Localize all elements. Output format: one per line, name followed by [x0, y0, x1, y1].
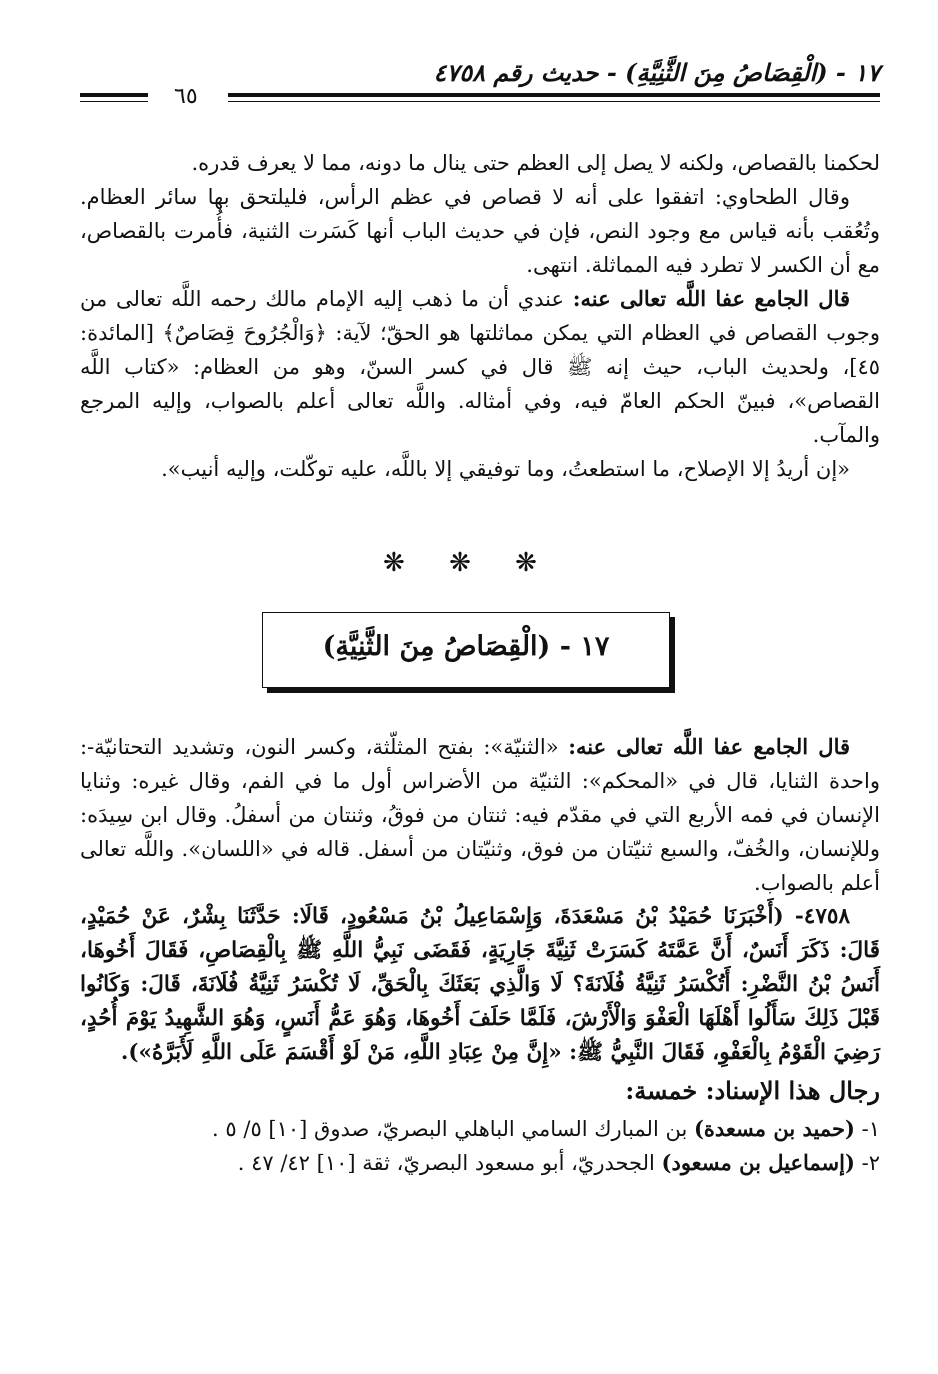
section-title: ١٧ - (الْقِصَاصُ مِنَ الثَّنِيَّةِ) — [322, 631, 610, 662]
narrator-name: (حميد بن مسعدة) — [693, 1116, 855, 1141]
section-separator: ❋ ❋ ❋ — [383, 548, 555, 578]
top-text-block — [80, 146, 880, 486]
header-rule-thick — [228, 93, 880, 97]
paragraph-text: «الثنيّة»: بفتح المثلّثة، وكسر النون، وتشديد التحتانيّة-: واحدة الثنايا، قال في «المحكم»: الثنيّة من الأضراس أول ما في الفم، وقال غيره: وثنايا الإنسان في فمه الأربع التي في مقدّم فيه: ثنتان من فوقُ، وثنتان من أسفلُ. وقال ابن سِيدَه: وللإنسان، والخُفّ، والسبع ثنيّتان من فوق، وثنيّتان من أسفل. قاله في «اللسان». واللَّه تعالى أعلم بالصواب. — [80, 735, 880, 895]
narrator-name: (إسماعيل بن مسعود) — [661, 1150, 855, 1175]
page-number: ٦٥ — [174, 84, 198, 109]
header-rule-left-thin — [80, 101, 148, 102]
narrator-item — [80, 1146, 880, 1180]
paragraph — [80, 282, 880, 452]
paragraph: وقال الطحاوي: اتفقوا على أنه لا قصاص في عظم الرأس، فليلتحق بها سائر العظام. وتُعُقب بأنه قياس مع وجود النص، فإن في حديث الباب أنها كَسَرت الثنية، فأُمرت بالقصاص، مع أن الكسر لا تطرد فيه المماثلة. انتهى. — [80, 185, 880, 277]
body-text-block — [80, 730, 880, 1180]
header-rule-left-thick — [80, 93, 148, 97]
running-header — [80, 58, 880, 88]
section-heading-box — [262, 612, 670, 688]
header-title: ١٧ - (الْقِصَاصُ مِنَ الثَّنِيَّةِ) - حديث رقم ٤٧٥٨ — [433, 58, 880, 87]
closing-quote: «إن أريدُ إلا الإصلاح، ما استطعتُ، وما توفيقي إلا باللَّه، عليه توكّلت، وإليه أنيب». — [161, 457, 850, 481]
narrator-item — [80, 1112, 880, 1146]
hadith-text: ٤٧٥٨- (أَخْبَرَنَا حُمَيْدُ بْنُ مَسْعَدَةَ، وَإِسْمَاعِيلُ بْنُ مَسْعُودٍ، قَالَا: حَدَّثَنَا بِشْرٌ، عَنْ حُمَيْدٍ، قَالَ: ذَكَرَ أَنَسٌ، أَنَّ عَمَّتَهُ كَسَرَتْ ثَنِيَّةَ جَارِيَةٍ، فَقَضَى نَبِيُّ اللَّهِ ﷺ بِالْقِصَاصِ، فَقَالَ أَخُوهَا، أَنَسُ بْنُ النَّضْرِ: أَتُكْسَرُ ثَنِيَّةُ فُلَانَةَ؟ لَا وَالَّذِي بَعَثَكَ بِالْحَقِّ، لَا تُكْسَرُ ثَنِيَّةُ فُلَانَةَ، قَالَ: وَكَانُوا قَبْلَ ذَلِكَ سَأَلُوا أَهْلَهَا الْعَفْوَ وَالْأَرْشَ، فَلَمَّا حَلَفَ أَخُوهَا، وَهُوَ عَمُّ أَنَسٍ، وَهُوَ الشَّهِيدُ يَوْمَ أُحُدٍ، رَضِيَ الْقَوْمُ بِالْعَفْوِ، فَقَالَ النَّبِيُّ ﷺ: «إِنَّ مِنْ عِبَادِ اللَّهِ، مَنْ لَوْ أَقْسَمَ عَلَى اللَّهِ لَأَبَرَّهُ»). — [80, 904, 880, 1065]
header-rule-thin — [228, 101, 880, 102]
narrator-number: ١- — [861, 1117, 880, 1141]
paragraph-text: عندي أن ما ذهب إليه الإمام مالك رحمه اللَّه تعالى من وجوب القصاص في العظام التي يمكن مماثلتها هو الحقّ؛ لآية: ﴿وَالْجُرُوحَ قِصَاصٌ﴾ [المائدة: ٤٥]، ولحديث الباب، حيث إنه ﷺ قال في كسر السنّ، وهو من العظام: «كتاب اللَّه القصاص»، فبينّ الحكم العامّ فيه، وفي أمثاله. واللَّه تعالى أعلم بالصواب، وإليه المرجع والمآب. — [80, 287, 880, 447]
narrator-desc: بن المبارك السامي الباهلي البصريّ، صدوق [١٠] ٥/ ٥ . — [212, 1117, 694, 1141]
paragraph — [80, 730, 880, 900]
paragraph: لحكمنا بالقصاص، ولكنه لا يصل إلى العظم حتى ينال ما دونه، مما لا يعرف قدره. — [191, 151, 880, 175]
author-lead: قال الجامع عفا اللَّه تعالى عنه: — [568, 734, 851, 759]
author-lead: قال الجامع عفا اللَّه تعالى عنه: — [572, 286, 851, 311]
narrators-heading: رجال هذا الإسناد: خمسة: — [625, 1076, 880, 1105]
narrator-number: ٢- — [861, 1151, 880, 1175]
narrator-desc: الجحدريّ، أبو مسعود البصريّ، ثقة [١٠] ٤٢/ ٤٧ . — [237, 1151, 662, 1175]
